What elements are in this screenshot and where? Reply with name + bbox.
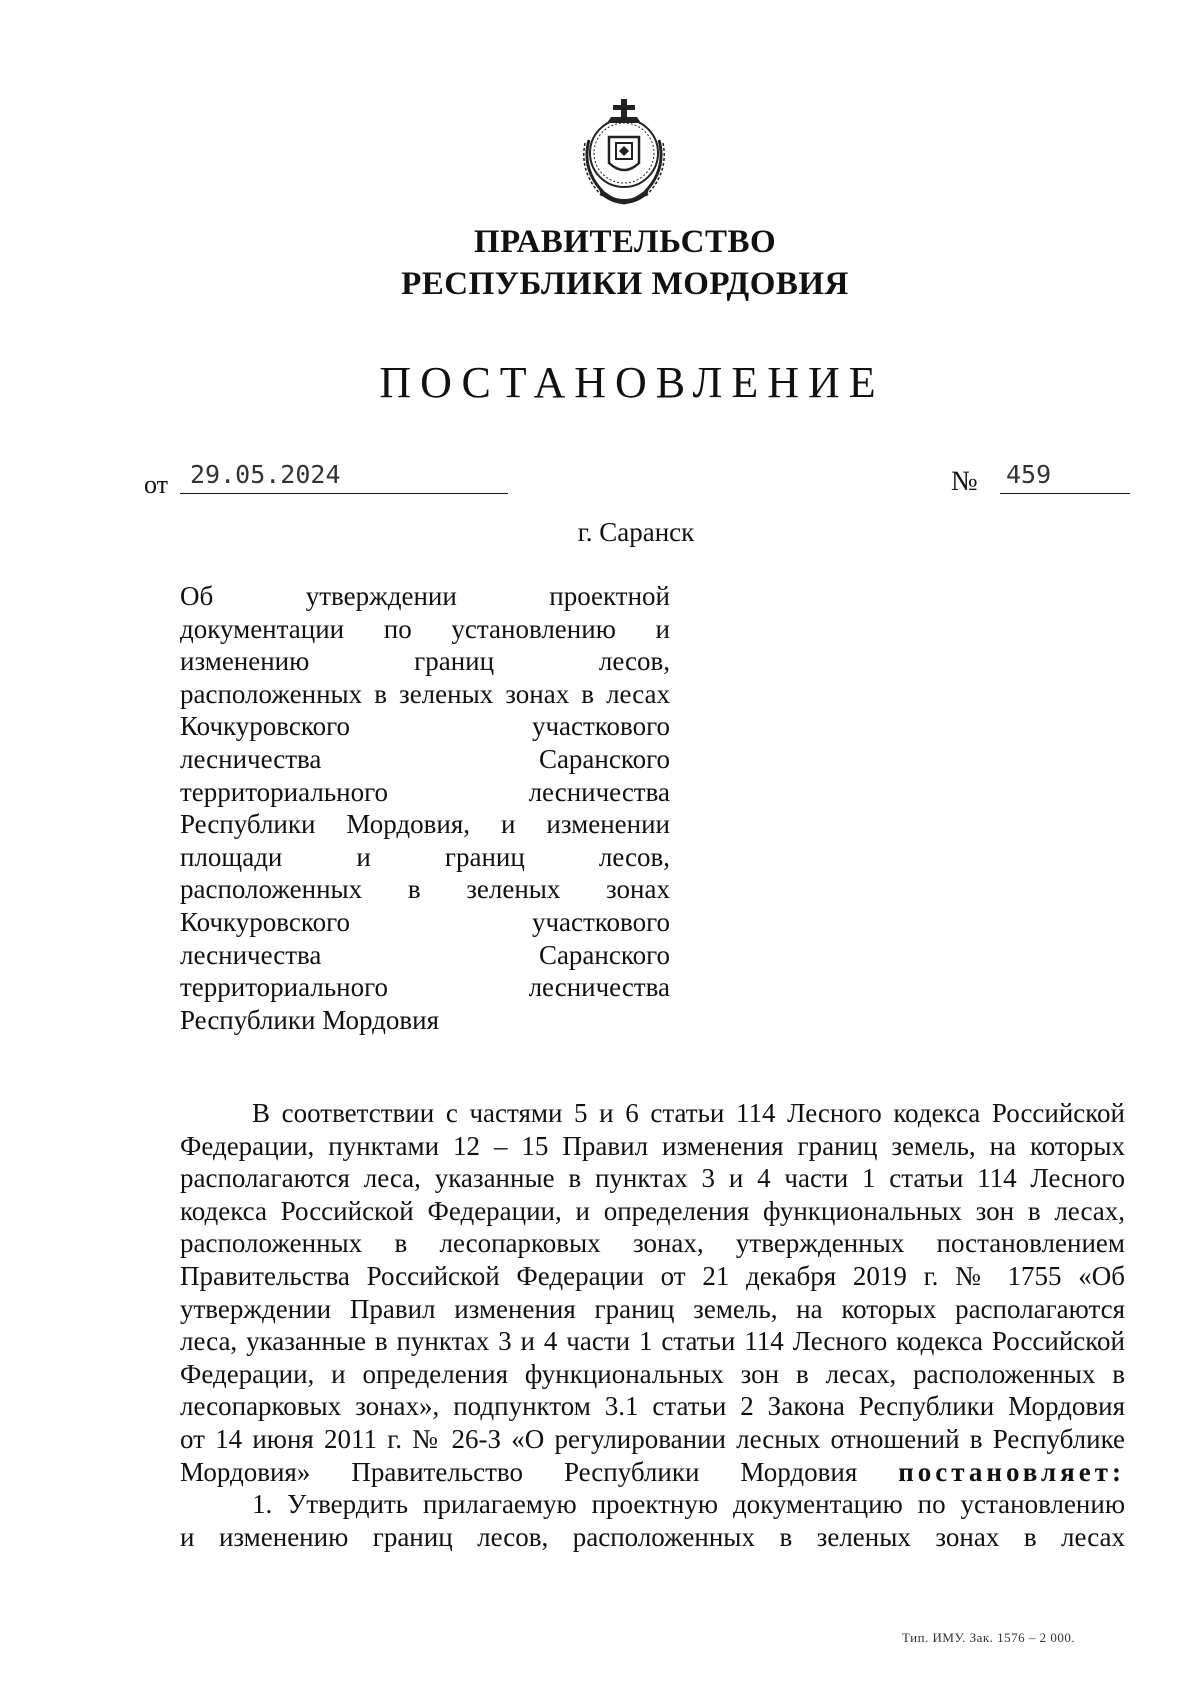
body-line-final [180, 1456, 1125, 1489]
body-line: леса, указанные в пунктах 3 и 4 части 1 статьи 114 Лесного кодекса Российской [180, 1326, 1125, 1357]
subject-line: расположенных в зеленых зонах в лесах [180, 678, 670, 709]
body-line-final-text: Мордовия» Правительство Республики Мордовия [180, 1456, 899, 1487]
resolves-keyword: постановляет: [898, 1456, 1125, 1487]
city-line: г. Саранск [577, 517, 695, 547]
subject-line: изменению границ лесов, [180, 646, 670, 677]
subject-line: расположенных в зеленых зонах [180, 874, 670, 905]
subject-line: территориального лесничества [180, 776, 670, 807]
subject-line: Кочкуровского участкового [180, 906, 670, 937]
item-1-line: 1. Утвердить прилагаемую проектную документацию по установлению [252, 1489, 1125, 1520]
number-label: № [951, 466, 978, 497]
subject-line: лесничества Саранского [180, 939, 670, 970]
subject-line: лесничества Саранского [180, 743, 670, 774]
date-number-row [144, 460, 1124, 500]
body-line: от 14 июня 2011 г. № 26-З «О регулировании лесных отношений в Республике [180, 1423, 1125, 1454]
body-line: расположенных в лесопарковых зонах, утвержденных постановлением [180, 1228, 1125, 1259]
body-line: Федерации, пунктами 12 – 15 Правил изменения границ земель, на которых [180, 1130, 1125, 1161]
date-label: от [144, 470, 169, 499]
organization-title-line-2: РЕСПУБЛИКИ МОРДОВИЯ [401, 266, 849, 302]
subject-block [180, 580, 670, 1036]
body-line: Федерации, и определения функциональных зон в лесах, расположенных в [180, 1358, 1125, 1389]
body-line: лесопарковых зонах», подпунктом 3.1 статьи 2 Закона Республики Мордовия [180, 1391, 1125, 1422]
subject-line: Республики Мордовия [180, 1004, 440, 1035]
document-type-title: ПОСТАНОВЛЕНИЕ [379, 358, 885, 407]
body-line: располагаются леса, указанные в пунктах 3 и 4 части 1 статьи 114 Лесного [180, 1163, 1125, 1194]
item-1-line: и изменению границ лесов, расположенных в зеленых зонах в лесах [180, 1521, 1125, 1552]
print-imprint: Тип. ИМУ. Зак. 1576 – 2 000. [902, 1630, 1076, 1645]
subject-line: Об утверждении проектной [180, 581, 670, 611]
coat-of-arms-of-mordovia-icon [569, 85, 679, 209]
subject-line: Республики Мордовия, и изменении [180, 809, 670, 840]
subject-line: территориального лесничества [180, 972, 670, 1003]
coat-of-arms-emblem [569, 85, 679, 209]
subject-line: Кочкуровского участкового [180, 711, 670, 742]
preamble-paragraph [180, 1097, 1125, 1553]
number-field: 459 [1000, 460, 1130, 494]
date-field: 29.05.2024 [180, 460, 508, 494]
body-line: утверждении Правил изменения границ земель, на которых располагаются [180, 1293, 1125, 1324]
body-line: Правительства Российской Федерации от 21 декабря 2019 г. № 1755 «Об [180, 1260, 1125, 1291]
subject-line: площади и границ лесов, [180, 841, 670, 872]
subject-line: документации по установлению и [180, 613, 670, 644]
organization-title-line-1: ПРАВИТЕЛЬСТВО [473, 224, 777, 260]
body-line: В соответствии с частями 5 и 6 статьи 114 Лесного кодекса Российской [252, 1098, 1125, 1128]
body-line: кодекса Российской Федерации, и определения функциональных зон в лесах, [180, 1195, 1125, 1226]
